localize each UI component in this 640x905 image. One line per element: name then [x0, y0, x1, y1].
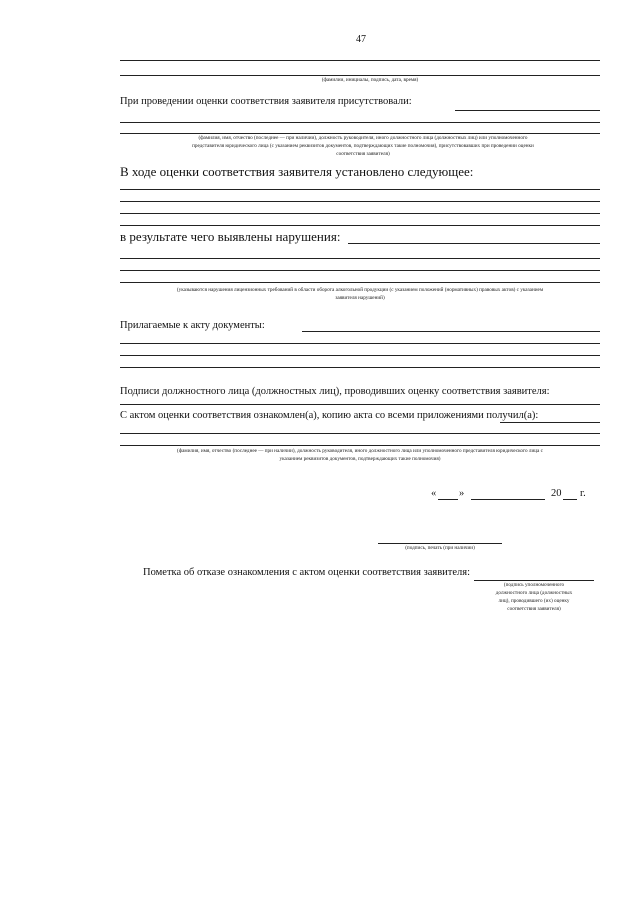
fill-line — [120, 189, 600, 190]
fill-line — [120, 213, 600, 214]
fill-line — [120, 225, 600, 226]
established-label: В ходе оценки соответствия заявителя установлено следующее: — [120, 164, 474, 179]
violations-label: в результате чего выявлены нарушения: — [120, 229, 341, 244]
caption-refusal — [474, 581, 594, 613]
fill-line — [500, 422, 600, 423]
acquainted-label: С актом оценки соответствия ознакомлен(а), копию акта со всеми приложениями получил(а): — [120, 410, 539, 421]
fill-line — [120, 433, 600, 434]
fill-line — [120, 343, 600, 344]
page-number: 47 — [356, 34, 366, 45]
caption-sign-seal: (подпись, печать (при наличии) — [405, 545, 475, 551]
caption-fio-sign: (фамилии, инициалы, подпись, дата, время) — [321, 77, 419, 83]
fill-line — [120, 355, 600, 356]
fill-line — [120, 201, 600, 202]
date-day-line — [438, 499, 458, 500]
fill-line — [120, 270, 600, 271]
fill-line — [302, 331, 600, 332]
caption-refusal-line-2: должностного лица (должностных — [495, 590, 573, 596]
date-close-quote: » — [459, 488, 465, 499]
date-open-quote: « — [431, 488, 437, 499]
caption-present-line-3: соответствия заявителя) — [336, 151, 390, 157]
caption-present — [126, 134, 600, 158]
caption-refusal-line-4: соответствия заявителя) — [507, 606, 561, 612]
refusal-label: Пометка об отказе ознакомления с актом оценки соответствия заявителя: — [143, 567, 471, 578]
date-suffix: г. — [580, 488, 586, 499]
caption-violations — [120, 286, 600, 302]
fill-line — [120, 404, 600, 405]
fill-line — [348, 243, 600, 244]
fill-line — [120, 282, 600, 283]
present-label: При проведении оценки соответствия заявителя присутствовали: — [120, 96, 412, 107]
caption-present-line-1: (фамилия, имя, отчество (последнее — при наличии), должность руководителя, иного должностного лица (должностных лиц) или уполномоченного — [198, 135, 528, 141]
date-year: 20 — [551, 488, 562, 499]
caption-acquainted-line-2: указанием реквизитов документов, подтверждающих такие полномочия) — [279, 456, 441, 462]
fill-line — [120, 367, 600, 368]
fill-line — [120, 122, 600, 123]
caption-acquainted-line-1: (фамилия, имя, отчество (последнее — при наличии), должность руководителя, иного должностного лица или уполномоченного представителя юридического лица с — [177, 448, 543, 454]
caption-violations-line-1: (указываются нарушения лицензионных требований в области оборота алкогольной продукции (с указанием положений (нормативных) правовых актов) с указанием — [176, 287, 544, 293]
fill-line — [120, 445, 600, 446]
signatures-label: Подписи должностного лица (должностных лиц), проводивших оценку соответствия заявителя: — [120, 386, 550, 397]
fill-line — [120, 60, 600, 61]
fill-line — [455, 110, 600, 111]
caption-acquainted — [120, 447, 600, 463]
attached-label: Прилагаемые к акту документы: — [120, 320, 265, 331]
caption-refusal-line-1: (подпись уполномоченного — [503, 582, 565, 588]
caption-violations-line-2: заявителя нарушений) — [335, 295, 385, 301]
caption-present-line-2: представителя юридического лица (с указанием реквизитов документов, подтверждающих такие полномочия), присутствовавших при проведении оценки — [192, 143, 534, 149]
caption-refusal-line-3: лиц), проводившего (их) оценку — [498, 598, 570, 604]
date-month-line — [471, 499, 545, 500]
fill-line — [120, 258, 600, 259]
date-year-line — [563, 499, 577, 500]
